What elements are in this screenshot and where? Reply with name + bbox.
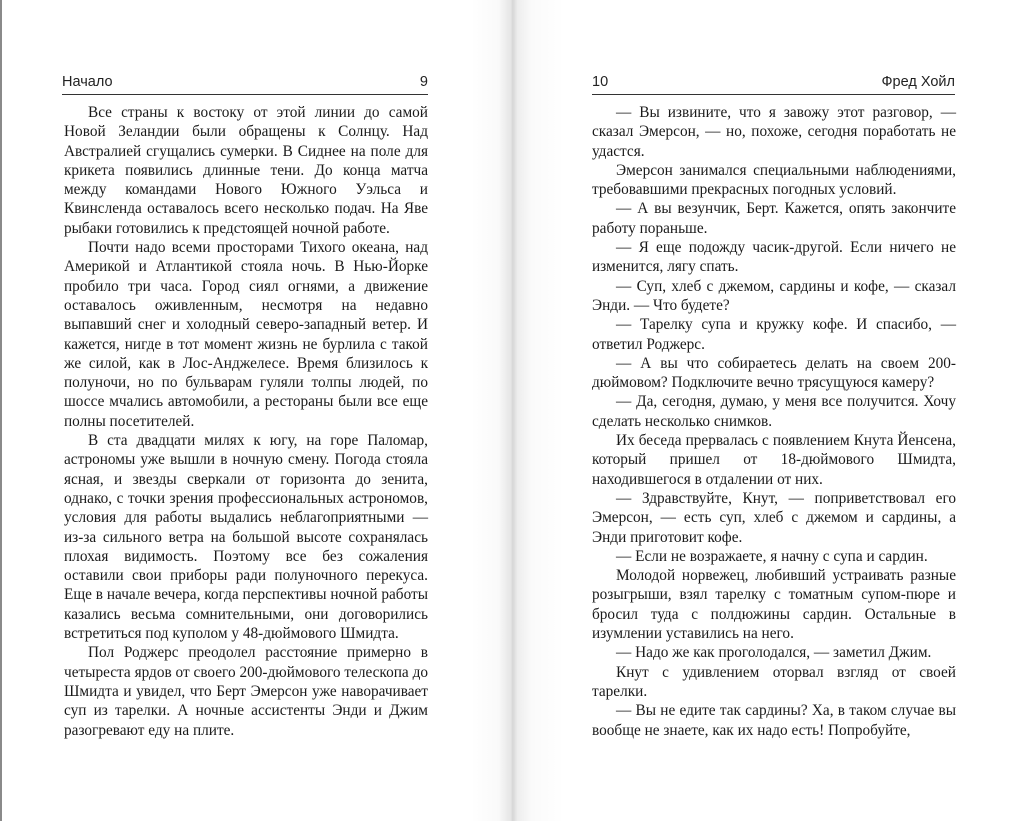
- paragraph: — А вы везунчик, Берт. Кажется, опять закончите работу пораньше.: [592, 200, 956, 237]
- paragraph: — Я еще подожду часик-другой. Если ничего не изменится, лягу спать.: [592, 239, 956, 276]
- paragraph: — Если не возражаете, я начну с супа и сардин.: [616, 547, 928, 565]
- paragraph: Кнут с удивлением оторвал взгляд от своей тарелки.: [592, 663, 956, 700]
- paragraph: Почти надо всеми просторами Тихого океана, над Америкой и Атлантикой стояла ночь. В Нью-Йорке пробило три часа. Город сиял огнями, а движение оставалось оживленным, несмотря на недавно выпавший снег и холодный северо-западный ветер. И кажется, нигде в тот момент жизнь не бурлила с такой же силой, как в Лос-Анджелесе. Время близилось к полуночи, но по бульварам гуляли толпы людей, по шоссе мчались автомобили, а рестораны были все еще полны посетителей.: [64, 239, 428, 430]
- left-page-number: 9: [419, 74, 428, 90]
- paragraph: — Вы не едите так сардины? Ха, в таком случае вы вообще не знаете, как их надо есть! Попробуйте,: [592, 702, 956, 739]
- paragraph: Пол Роджерс преодолел расстояние примерно в четыреста ярдов от своего 200-дюймового телескопа до Шмидта и увидел, что Берт Эмерсон уже наворачивает суп из тарелки. А ночные ассистенты Энди и Джим разогревают еду на плите.: [64, 644, 428, 739]
- paragraph: — Да, сегодня, думаю, у меня все получится. Хочу сделать несколько снимков.: [592, 393, 956, 430]
- paragraph: Все страны к востоку от этой линии до самой Новой Зеландии были обращены к Солнцу. Над Австралией сгущались сумерки. В Сиднее на поле для крикета появились длинные тени. До конца матча между командами Нового Южного Уэльса и Квинсленда оставалось всего несколько подач. На Яве рыбаки готовились к предстоящей ночной работе.: [64, 104, 428, 237]
- book-gutter-shadow: [470, 0, 565, 821]
- paragraph: В ста двадцати милях к югу, на горе Паломар, астрономы уже вышли в ночную смену. Погода стояла ясная, и звезды сверкали от горизонта до зенита, однако, с точки зрения профессиональных астрономов, условия для работы выдались неблагоприятными — из-за сильного ветра на большой высоте сохранялась плохая видимость. Поэтому все без сожаления оставили свои приборы ради полуночного перекуса. Еще в начале вечера, когда перспективы ночной работы казались весьма сомнительными, они договорились встретиться под куполом у 48-дюймового Шмидта.: [64, 432, 428, 643]
- paragraph: — Здравствуйте, Кнут, — поприветствовал его Эмерсон, — есть суп, хлеб с джемом и сардины, а Энди приготовит кофе.: [592, 489, 956, 546]
- left-running-title: Начало: [62, 74, 113, 90]
- paragraph: — А вы что собираетесь делать на своем 200-дюймовом? Подключите вечно трясущуюся камеру?: [592, 354, 956, 392]
- paragraph: — Надо же как проголодался, — заметил Джим.: [616, 644, 932, 662]
- right-page-text: [592, 103, 956, 740]
- paragraph: — Тарелку супа и кружку кофе. И спасибо, — ответил Роджерс.: [592, 316, 956, 353]
- left-running-head: [62, 72, 428, 95]
- paragraph: — Вы извините, что я завожу этот разговор, — сказал Эмерсон, — но, похоже, сегодня поработать не удастся.: [592, 104, 956, 160]
- right-running-head: [592, 72, 955, 95]
- right-running-title: Фред Хойл: [881, 74, 955, 90]
- paragraph: — Суп, хлеб с джемом, сардины и кофе, — сказал Энди. — Что будете?: [592, 277, 956, 314]
- right-page-number: 10: [592, 74, 609, 90]
- paragraph: Эмерсон занимался специальными наблюдениями, требовавшими прекрасных погодных условий.: [592, 161, 956, 199]
- left-page-text: [64, 103, 428, 740]
- paragraph: Молодой норвежец, любивший устраивать разные розыгрыши, взял тарелку с томатным супом-пюре и бросил туда с полдюжины сардин. Остальные в изумлении уставились на него.: [592, 567, 956, 643]
- paragraph: Их беседа прервалась с появлением Кнута Йенсена, который пришел от 18-дюймового Шмидта, находившегося в отдалении от них.: [592, 432, 956, 488]
